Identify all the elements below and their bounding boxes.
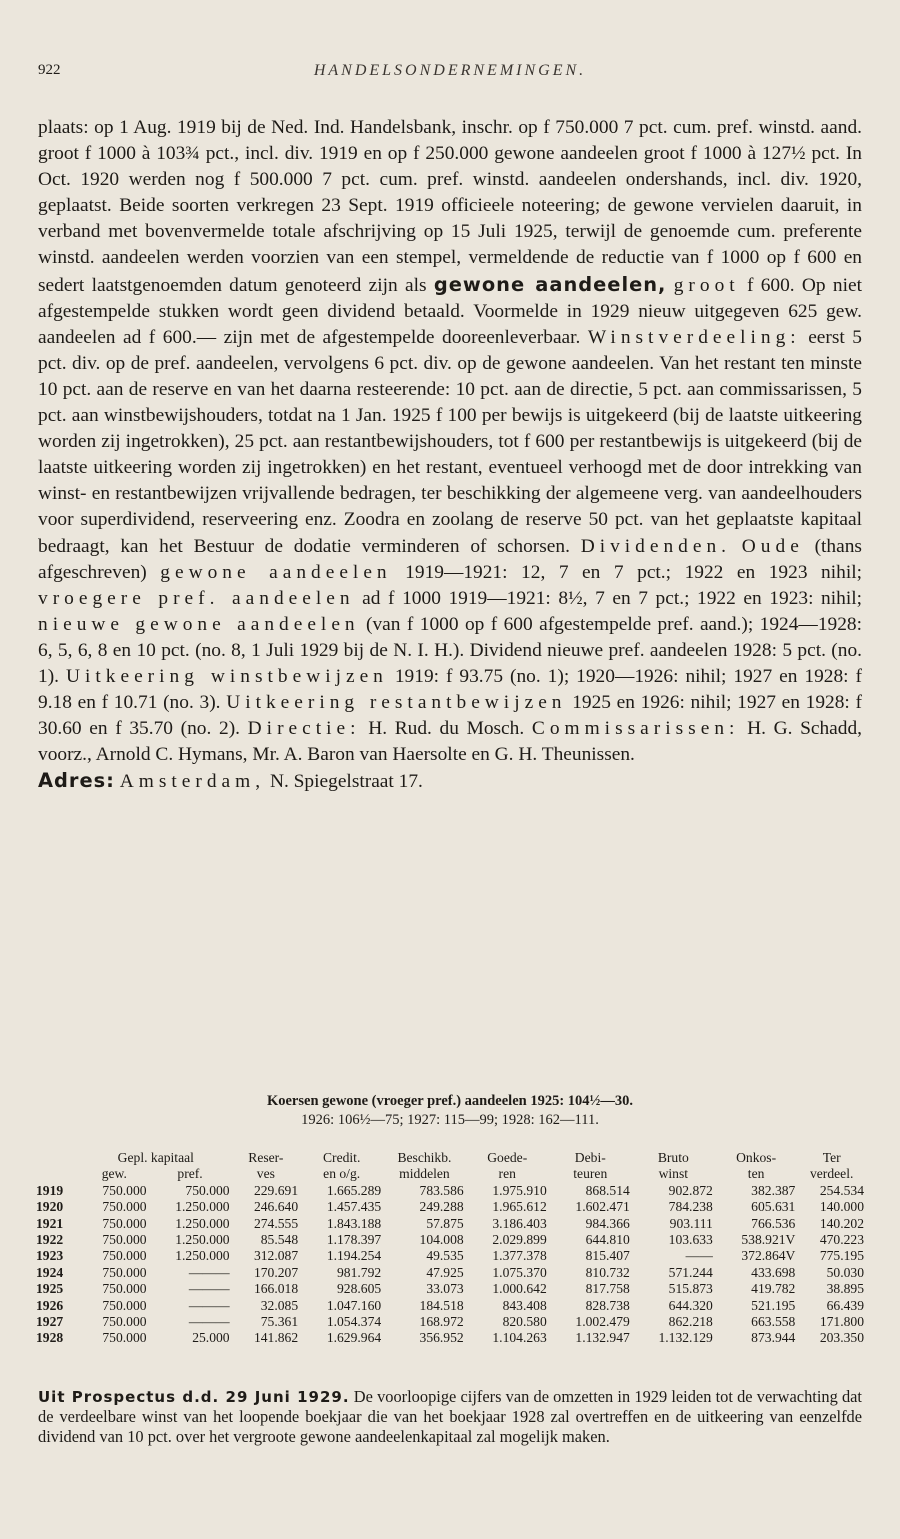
text-segment: H. G. Schadd, voorz., Arnold C. Hymans, Mr. A. Baron van Haersolte en G. H. Theunissen. bbox=[38, 718, 863, 766]
col-subheader: gew. bbox=[101, 1166, 127, 1182]
col-header: Onkos- bbox=[736, 1150, 777, 1165]
beschikb-cell: 184.518 bbox=[419, 1297, 464, 1313]
debiteuren-cell: 644.810 bbox=[585, 1232, 630, 1248]
bruto-cell: 515.873 bbox=[668, 1281, 713, 1297]
reserves-cell: 85.548 bbox=[260, 1232, 299, 1248]
col-header: Reser- bbox=[248, 1150, 284, 1165]
financial-table bbox=[34, 1150, 866, 1347]
col-subheader: ren bbox=[498, 1166, 516, 1182]
pref-cell: 1.250.000 bbox=[175, 1215, 230, 1231]
verdeel-cell: 775.195 bbox=[819, 1248, 864, 1264]
bruto-cell: 903.111 bbox=[669, 1215, 713, 1231]
prospectus-label: Uit Prospectus d.d. 29 Juni 1929. bbox=[38, 1388, 350, 1406]
text-segment: 1919—1921: 12, 7 en 7 pct.; 1922 en 1923 nihil; bbox=[405, 561, 862, 583]
bruto-cell: 1.132.129 bbox=[658, 1330, 713, 1346]
bruto-cell: 103.633 bbox=[668, 1232, 713, 1248]
spaced-term: Dividenden. bbox=[580, 535, 732, 557]
bruto-cell: 571.244 bbox=[668, 1264, 713, 1280]
credit-cell: 1.054.374 bbox=[326, 1314, 382, 1330]
goederen-cell: 1.000.642 bbox=[492, 1281, 547, 1297]
col-subheader: pref. bbox=[177, 1166, 203, 1182]
spaced-term: vroegere pref. aandeelen bbox=[38, 587, 355, 609]
year-cell: 1920 bbox=[36, 1199, 64, 1215]
onkosten-cell: 521.195 bbox=[751, 1297, 796, 1313]
pref-cell: 1.250.000 bbox=[175, 1232, 230, 1248]
gew-cell: 750.000 bbox=[102, 1281, 147, 1297]
reserves-cell: 170.207 bbox=[253, 1264, 299, 1280]
table-row bbox=[34, 1281, 866, 1297]
goederen-cell: 1.075.370 bbox=[492, 1264, 547, 1280]
table-row bbox=[34, 1183, 866, 1199]
verdeel-cell: 140.202 bbox=[819, 1215, 864, 1231]
debiteuren-cell: 815.407 bbox=[585, 1248, 630, 1264]
debiteuren-cell: 984.366 bbox=[585, 1215, 630, 1231]
table-row bbox=[34, 1232, 866, 1248]
spaced-term: Oude bbox=[741, 535, 804, 557]
credit-cell: 1.629.964 bbox=[326, 1330, 382, 1346]
verdeel-cell: 470.223 bbox=[819, 1232, 864, 1248]
address-label: Adres: bbox=[38, 769, 115, 793]
pref-cell: ——— bbox=[188, 1297, 230, 1313]
spaced-term: Uitkeering winstbewijzen bbox=[65, 665, 388, 687]
year-cell: 1921 bbox=[36, 1215, 64, 1231]
spaced-term: groot bbox=[673, 274, 740, 296]
beschikb-cell: 33.073 bbox=[426, 1281, 464, 1297]
goederen-cell: 843.408 bbox=[502, 1297, 547, 1313]
spaced-term: gewone aandeelen bbox=[160, 561, 392, 583]
reserves-cell: 141.862 bbox=[253, 1330, 299, 1346]
gew-cell: 750.000 bbox=[102, 1232, 147, 1248]
text-segment: ad f 1000 1919—1921: 8½, 7 en 7 pct.; 1922 en 1923: nihil; bbox=[362, 587, 862, 609]
table-row bbox=[34, 1248, 866, 1264]
address-street: N. Spiegelstraat 17. bbox=[269, 771, 423, 793]
spaced-term: Commissarissen: bbox=[531, 718, 740, 740]
reserves-cell: 246.640 bbox=[253, 1199, 299, 1215]
credit-cell: 1.843.188 bbox=[326, 1215, 382, 1231]
table-row bbox=[34, 1265, 866, 1281]
debiteuren-cell: 868.514 bbox=[585, 1182, 630, 1198]
col-subheader: en o/g. bbox=[323, 1166, 361, 1182]
col-header: Beschikb. bbox=[397, 1150, 452, 1165]
col-header: Gepl. kapitaal bbox=[117, 1150, 194, 1165]
goederen-cell: 2.029.899 bbox=[492, 1232, 547, 1248]
prospectus-note bbox=[38, 1387, 862, 1446]
goederen-cell: 1.104.263 bbox=[492, 1330, 547, 1346]
reserves-cell: 75.361 bbox=[260, 1314, 299, 1330]
year-cell: 1924 bbox=[36, 1264, 64, 1280]
gew-cell: 750.000 bbox=[102, 1264, 147, 1280]
gew-cell: 750.000 bbox=[102, 1182, 147, 1198]
pref-cell: 750.000 bbox=[185, 1182, 230, 1198]
credit-cell: 1.665.289 bbox=[326, 1182, 382, 1198]
address-city: Amsterdam, bbox=[119, 771, 266, 793]
year-cell: 1926 bbox=[36, 1297, 64, 1313]
col-subheader: middelen bbox=[399, 1166, 450, 1182]
credit-cell: 1.457.435 bbox=[326, 1199, 382, 1215]
col-header: Debi- bbox=[574, 1150, 606, 1165]
onkosten-cell: 538.921V bbox=[741, 1232, 796, 1248]
debiteuren-cell: 828.738 bbox=[585, 1297, 630, 1313]
text-segment: 1925 en 1926: nihil; 1927 en 1928: f 30.60 en f 35.70 (no. 2). bbox=[38, 692, 862, 740]
text-segment: f 600. Op niet afgestempelde stukken wordt geen dividend betaald. Voormelde in 1929 nieuw uitgegeven 625 gew. aandeelen ad f 600.— zijn met de afgestempelde dooreenleverbaar. bbox=[38, 274, 862, 348]
verdeel-cell: 38.895 bbox=[826, 1281, 864, 1297]
table-row bbox=[34, 1199, 866, 1215]
table-row bbox=[34, 1216, 866, 1232]
page-number: 922 bbox=[38, 62, 61, 78]
onkosten-cell: 766.536 bbox=[751, 1215, 796, 1231]
reserves-cell: 166.018 bbox=[253, 1281, 299, 1297]
reserves-cell: 32.085 bbox=[260, 1297, 299, 1313]
credit-cell: 981.792 bbox=[337, 1264, 382, 1280]
gew-cell: 750.000 bbox=[102, 1199, 147, 1215]
col-subheader: ves bbox=[256, 1166, 275, 1182]
goederen-cell: 820.580 bbox=[502, 1314, 547, 1330]
reserves-cell: 274.555 bbox=[253, 1215, 299, 1231]
pref-cell: 1.250.000 bbox=[175, 1199, 230, 1215]
goederen-cell: 1.975.910 bbox=[492, 1182, 547, 1198]
debiteuren-cell: 817.758 bbox=[585, 1281, 630, 1297]
verdeel-cell: 66.439 bbox=[826, 1297, 864, 1313]
onkosten-cell: 382.387 bbox=[751, 1182, 796, 1198]
year-cell: 1928 bbox=[36, 1330, 64, 1346]
goederen-cell: 3.186.403 bbox=[492, 1215, 547, 1231]
credit-cell: 928.605 bbox=[337, 1281, 382, 1297]
col-header: Credit. bbox=[322, 1150, 361, 1165]
text-segment: (van f 1000 op f 600 afgestempelde pref. aand.); 1924—1928: 6, 5, 6, 8 en 10 pct. (no. 8, 1 Juli 1929 bij de N. I. H.). Dividend nieuwe pref. aandeelen 1928: 5 pct. (no. 1). bbox=[38, 613, 862, 687]
text-segment: 1919: f 93.75 (no. 1); 1920—1926: nihil; 1927 en 1928: f 9.18 en f 10.71 (no. 3). bbox=[38, 665, 862, 714]
address-line bbox=[38, 768, 862, 795]
quotes-line-2: 1926: 106½—75; 1927: 115—99; 1928: 162—111. bbox=[301, 1112, 599, 1128]
credit-cell: 1.047.160 bbox=[326, 1297, 382, 1313]
bruto-cell: 644.320 bbox=[668, 1297, 713, 1313]
bruto-cell: 862.218 bbox=[668, 1314, 713, 1330]
beschikb-cell: 104.008 bbox=[419, 1232, 464, 1248]
col-subheader: winst bbox=[658, 1166, 689, 1182]
pref-cell: ——— bbox=[188, 1281, 230, 1297]
pref-cell: ——— bbox=[188, 1314, 230, 1330]
text-segment: H. Rud. du Mosch. bbox=[368, 718, 525, 740]
page-header bbox=[38, 62, 862, 92]
pref-cell: 1.250.000 bbox=[175, 1248, 230, 1264]
beschikb-cell: 57.875 bbox=[426, 1215, 464, 1231]
beschikb-cell: 783.586 bbox=[419, 1182, 464, 1198]
prospectus-text: De voorloopige cijfers van de omzetten in 1929 leiden tot de verwachting dat de verdeelbare winst van het loopende boekjaar die van het boekjaar 1928 zal overtreffen en de uitkeering van eenzelfde dividend van 10 pct. over het vergroote gewone aandeelenkapitaal zal mogelijk maken. bbox=[38, 1387, 862, 1446]
spaced-term: Directie: bbox=[247, 718, 361, 740]
gew-cell: 750.000 bbox=[102, 1330, 147, 1346]
bruto-cell: —— bbox=[685, 1248, 713, 1264]
debiteuren-cell: 1.002.479 bbox=[575, 1314, 630, 1330]
running-title: HANDELSONDERNEMINGEN. bbox=[313, 62, 587, 79]
col-header: Goede- bbox=[487, 1150, 528, 1165]
price-quotes bbox=[38, 1092, 862, 1130]
goederen-cell: 1.377.378 bbox=[492, 1248, 547, 1264]
onkosten-cell: 372.864V bbox=[741, 1248, 796, 1264]
verdeel-cell: 140.000 bbox=[819, 1199, 864, 1215]
year-cell: 1925 bbox=[36, 1281, 64, 1297]
verdeel-cell: 171.800 bbox=[819, 1314, 864, 1330]
beschikb-cell: 47.925 bbox=[426, 1264, 464, 1280]
quotes-line-1: Koersen gewone (vroeger pref.) aandeelen 1925: 104½—30. bbox=[266, 1093, 634, 1109]
year-cell: 1919 bbox=[36, 1182, 64, 1198]
spaced-term: Winstverdeeling: bbox=[587, 326, 801, 348]
year-cell: 1923 bbox=[36, 1248, 64, 1264]
gew-cell: 750.000 bbox=[102, 1215, 147, 1231]
text-segment: (thans afgeschreven) bbox=[38, 535, 862, 583]
company-paragraph bbox=[38, 115, 862, 768]
year-cell: 1922 bbox=[36, 1232, 64, 1248]
text-segment: eerst 5 pct. div. op de pref. aandeelen, vervolgens 6 pct. div. op de gewone aandeelen. Van het restant ten minste 10 pct. aan de reserve en van het daarna resteerende: 10 pct. aan de directie, 5 pct. aan commissarissen, 5 pct. aan winstbewijshouders, totdat na 1 Jan. 1925 f 100 per bewijs is uitgekeerd (bij de laatste uitkeering worden zij ingetrokken), 25 pct. aan restantbewijshouders, tot f 600 per restantbewijs is uitgekeerd (bij de laatste uitkeering worden zij ingetrokken) en het restant, eventueel verhoogd met de door intrekking van winst- en restantbewijzen vrijvallende bedragen, ter beschikking der algemeene verg. van aandeelhouders voor superdividend, reserveering enz. Zoodra en zoolang de reserve 50 pct. van het geplaatste kapitaal bedraagt, kan het Bestuur de dodatie verminderen of schorsen. bbox=[38, 326, 862, 557]
pref-cell: ——— bbox=[188, 1264, 230, 1280]
beschikb-cell: 49.535 bbox=[426, 1248, 464, 1264]
onkosten-cell: 419.782 bbox=[751, 1281, 796, 1297]
year-cell: 1927 bbox=[36, 1314, 64, 1330]
credit-cell: 1.194.254 bbox=[326, 1248, 382, 1264]
onkosten-cell: 873.944 bbox=[751, 1330, 796, 1346]
onkosten-cell: 663.558 bbox=[751, 1314, 796, 1330]
spaced-term: nieuwe gewone aandeelen bbox=[38, 613, 360, 635]
credit-cell: 1.178.397 bbox=[326, 1232, 382, 1248]
debiteuren-cell: 810.732 bbox=[585, 1264, 630, 1280]
pref-cell: 25.000 bbox=[192, 1330, 230, 1346]
col-header: Ter bbox=[822, 1150, 841, 1165]
beschikb-cell: 356.952 bbox=[419, 1330, 464, 1346]
verdeel-cell: 203.350 bbox=[819, 1330, 864, 1346]
bold-term: gewone aandeelen, bbox=[433, 272, 667, 296]
onkosten-cell: 605.631 bbox=[751, 1199, 796, 1215]
spaced-term: Uitkeering restantbewijzen bbox=[226, 692, 567, 714]
gew-cell: 750.000 bbox=[102, 1297, 147, 1313]
col-header: Bruto bbox=[657, 1150, 689, 1165]
table-row bbox=[34, 1330, 866, 1346]
table-row bbox=[34, 1298, 866, 1314]
main-text bbox=[38, 115, 862, 795]
debiteuren-cell: 1.132.947 bbox=[575, 1330, 630, 1346]
bruto-cell: 784.238 bbox=[668, 1199, 713, 1215]
beschikb-cell: 168.972 bbox=[419, 1314, 464, 1330]
onkosten-cell: 433.698 bbox=[751, 1264, 796, 1280]
verdeel-cell: 254.534 bbox=[819, 1182, 864, 1198]
col-subheader: teuren bbox=[573, 1166, 608, 1182]
bruto-cell: 902.872 bbox=[668, 1182, 713, 1198]
reserves-cell: 312.087 bbox=[253, 1248, 299, 1264]
gew-cell: 750.000 bbox=[102, 1314, 147, 1330]
table-header-row bbox=[34, 1150, 866, 1166]
beschikb-cell: 249.288 bbox=[419, 1199, 464, 1215]
goederen-cell: 1.965.612 bbox=[492, 1199, 547, 1215]
col-subheader: verdeel. bbox=[809, 1166, 854, 1182]
debiteuren-cell: 1.602.471 bbox=[575, 1199, 630, 1215]
reserves-cell: 229.691 bbox=[253, 1182, 299, 1198]
verdeel-cell: 50.030 bbox=[826, 1264, 864, 1280]
gew-cell: 750.000 bbox=[102, 1248, 147, 1264]
table-subheader-row bbox=[34, 1166, 866, 1182]
table-row bbox=[34, 1314, 866, 1330]
col-subheader: ten bbox=[747, 1166, 765, 1182]
text-segment: plaats: op 1 Aug. 1919 bij de Ned. Ind. Handelsbank, inschr. op f 750.000 7 pct. cum. pref. winstd. aand. groot f 1000 à 103¾ pct., incl. div. 1919 en op f 250.000 gewone aandeelen groot f 1000 à 127½ pct. In Oct. 1920 werden nog f 500.000 7 pct. cum. pref. winstd. aandeelen ondershands, incl. div. 1920, geplaatst. Beide soorten verkregen 23 Sept. 1919 officieele noteering; de gewone vervielen daaruit, in verband met bovenvermelde totale afschrijving op 15 Juli 1925, terwijl de genoemde cum. preferente winstd. aandeelen werden voorzien van een stempel, vermeldende de reductie van f 1000 op f 600 en sedert laatstgenoemden datum genoteerd zijn als bbox=[38, 117, 862, 296]
